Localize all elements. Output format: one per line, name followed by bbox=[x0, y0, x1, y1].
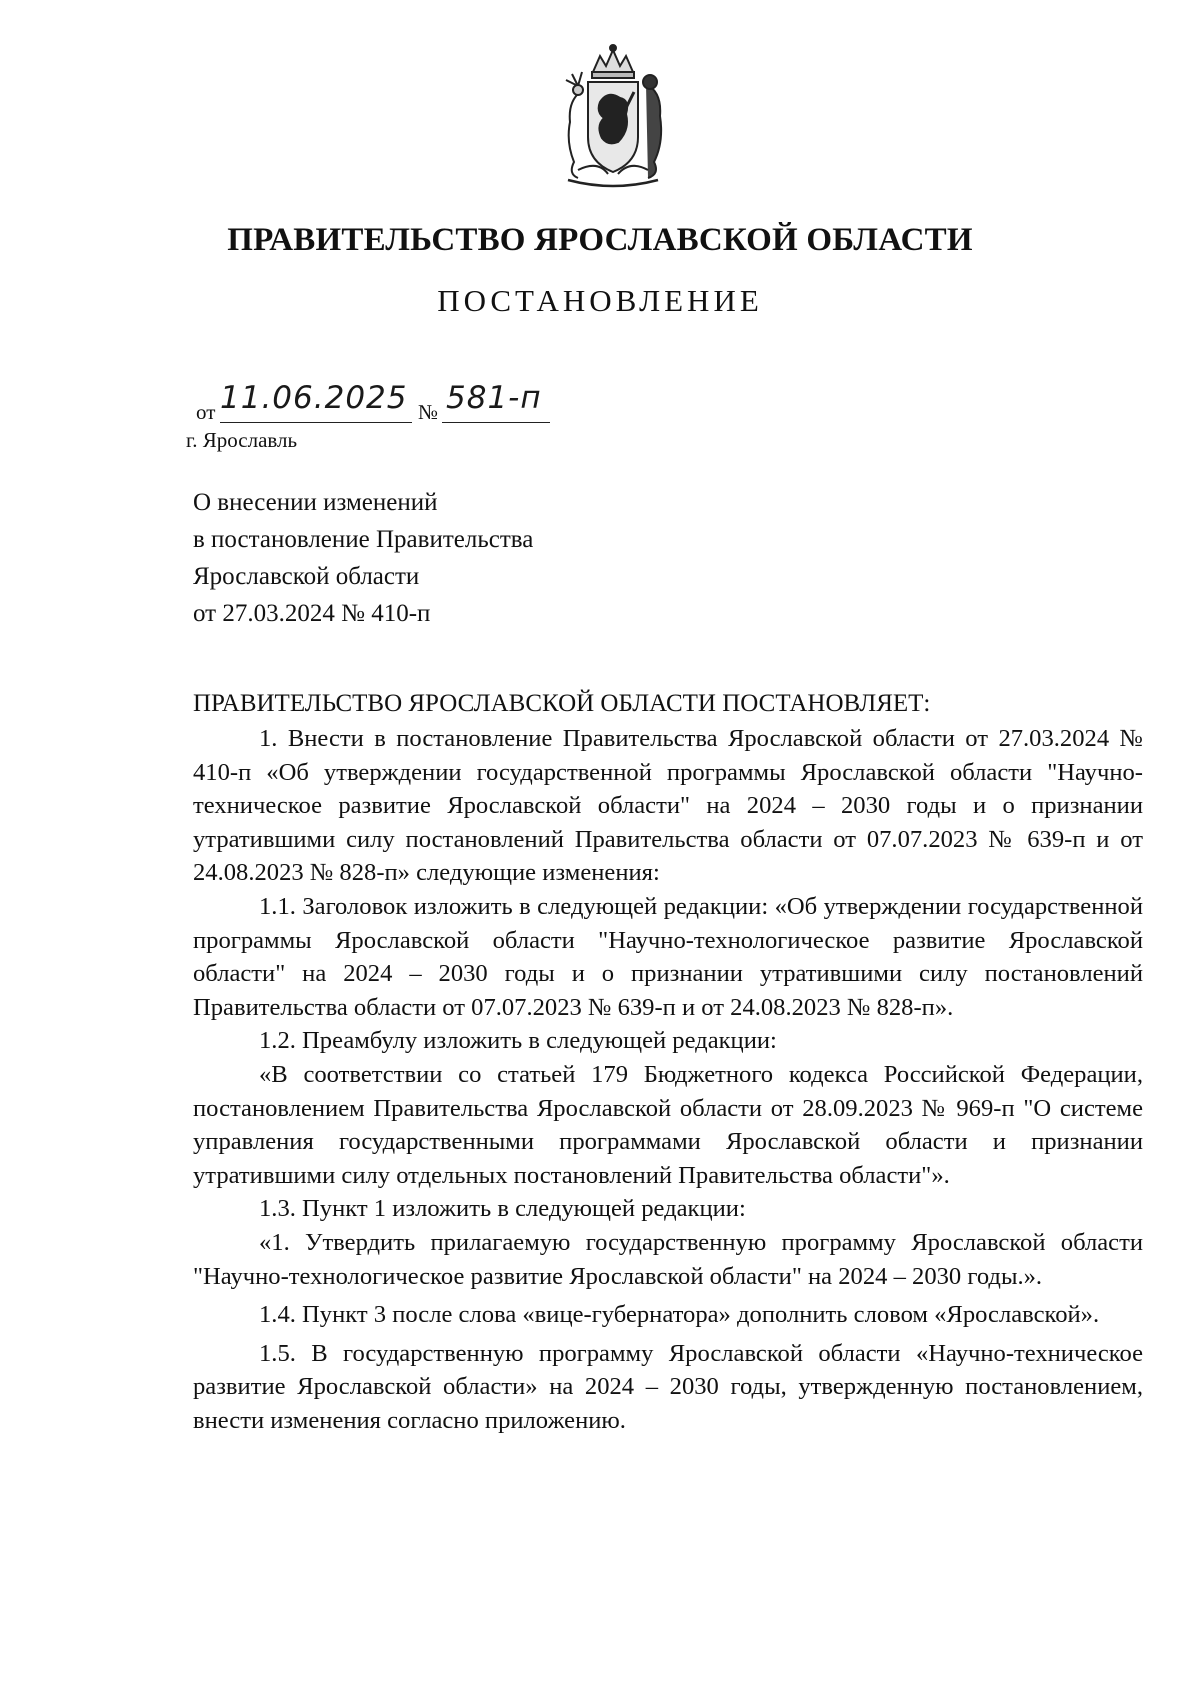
organization-title: ПРАВИТЕЛЬСТВО ЯРОСЛАВСКОЙ ОБЛАСТИ bbox=[227, 222, 973, 258]
document-type: ПОСТАНОВЛЕНИЕ bbox=[437, 283, 763, 318]
subject-line: О внесении изменений bbox=[193, 489, 438, 516]
subject-line: в постановление Правительства bbox=[193, 526, 534, 553]
paragraph: 1. Внести в постановление Правительства Ярославской области от 27.03.2024 № 410-п «Об утверждении государственной программы Ярославской области "Научно-техническое развитие Ярославской области" на 2024 – 2030 годы и о признании утратившими силу постановлений Правительства области от 07.07.2023 № 639-п и от 24.08.2023 № 828-п» следующие изменения: bbox=[193, 725, 1143, 887]
document-subject bbox=[193, 484, 533, 632]
paragraph: «В соответствии со статьей 179 Бюджетного кодекса Российской Федерации, постановлением Правительства Ярославской области от 28.09.2023 № 969-п "О системе управления государственными программами Ярославской области и признании утратившими силу отдельных постановлений Правительства области"». bbox=[193, 1060, 1143, 1189]
paragraph: 1.3. Пункт 1 изложить в следующей редакции: bbox=[259, 1195, 746, 1223]
paragraph: 1.4. Пункт 3 после слова «вице-губернатора» дополнить словом «Ярославской». bbox=[259, 1301, 1100, 1329]
paragraph: 1.1. Заголовок изложить в следующей редакции: «Об утверждении государственной программы Ярославской области "Научно-технологическое развитие Ярославской области" на 2024 – 2030 годы и о признании утратившими силу постановлений Правительства области от 07.07.2023 № 639-п и от 24.08.2023 № 828-п». bbox=[193, 892, 1143, 1021]
date-value: 11.06.2025 bbox=[220, 380, 408, 416]
paragraph: 1.5. В государственную программу Ярославской области «Научно-техническое развитие Ярославской области» на 2024 – 2030 годы, утвержденную постановлением, внести изменения согласно приложению. bbox=[193, 1339, 1143, 1434]
subject-line: от 27.03.2024 № 410-п bbox=[193, 600, 431, 627]
number-label: № bbox=[418, 400, 439, 424]
coat-of-arms-icon bbox=[538, 42, 688, 192]
number-underline bbox=[442, 422, 550, 423]
number-value: 581-п bbox=[446, 380, 542, 416]
city: г. Ярославль bbox=[186, 428, 298, 452]
decree-line: ПРАВИТЕЛЬСТВО ЯРОСЛАВСКОЙ ОБЛАСТИ ПОСТАНОВЛЯЕТ: bbox=[193, 690, 931, 717]
date-underline bbox=[220, 422, 412, 423]
paragraph: 1.2. Преамбулу изложить в следующей редакции: bbox=[259, 1027, 777, 1055]
date-label: от bbox=[196, 400, 216, 424]
paragraph: «1. Утвердить прилагаемую государственную программу Ярославской области "Научно-технологическое развитие Ярославской области" на 2024 – 2030 годы.». bbox=[193, 1228, 1143, 1290]
subject-line: Ярославской области bbox=[193, 563, 420, 590]
document-body bbox=[193, 686, 1143, 1437]
